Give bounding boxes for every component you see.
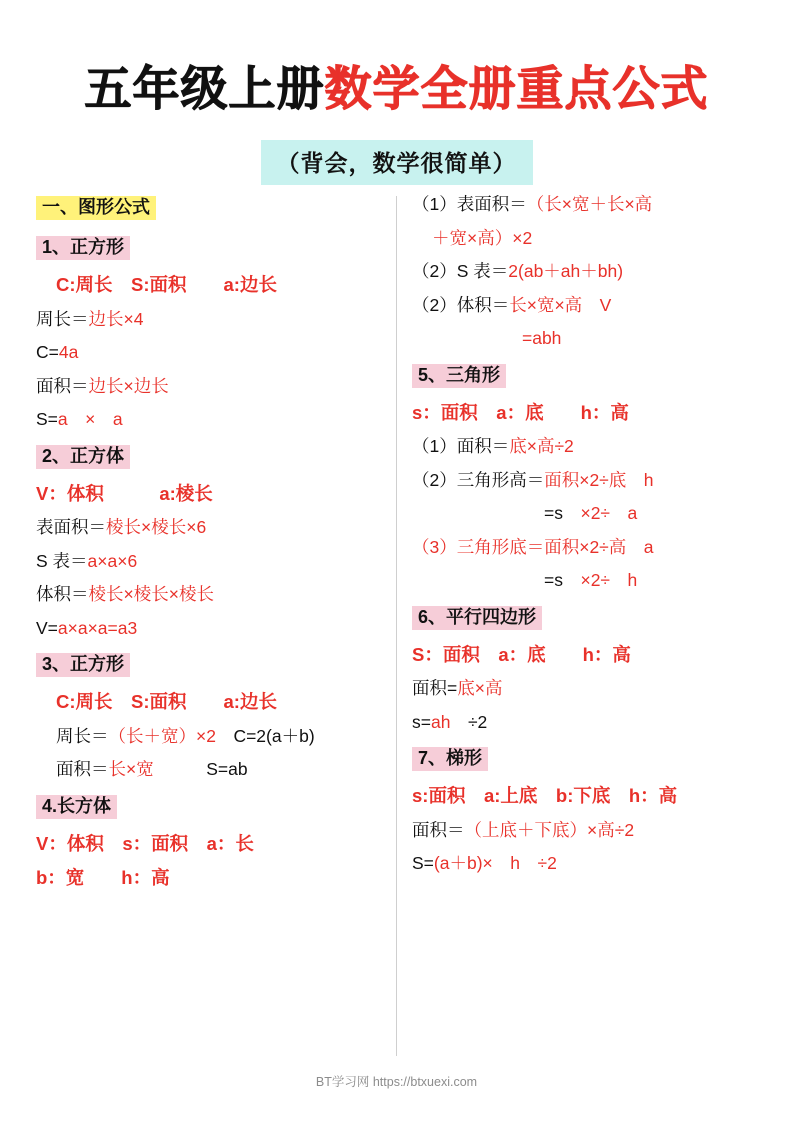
rectangle-perimeter-rhs: （长＋宽）×2 [108, 725, 216, 746]
page-title-red: 数学全册重点公式 [324, 62, 709, 117]
triangle-base-formula-rhs: ×2÷ h [562, 570, 638, 590]
triangle-height-formula-lhs: =s [544, 503, 563, 523]
cuboid-volume-rhs: 长×宽×高 V [509, 294, 612, 315]
cuboid-legend-2 [36, 869, 396, 888]
cuboid-volume-formula [412, 330, 772, 348]
rectangle-perimeter-lhs: 周长＝ [56, 725, 109, 746]
page-title [0, 52, 793, 119]
cube-volume-lhs: 体积＝ [36, 584, 89, 604]
trapezoid-area-lhs: 面积＝ [412, 819, 465, 840]
cube-surface-formula [36, 550, 396, 571]
cube-surface-formula-rhs: a×a×6 [87, 550, 138, 571]
column-divider [396, 196, 397, 1056]
triangle-base-rhs: 面积×2÷高 a [544, 536, 654, 557]
square-1-perimeter [36, 308, 396, 329]
square-1-perimeter-formula [36, 344, 396, 362]
cuboid-surface-2-text: ＋宽×高）×2 [432, 227, 533, 248]
heading-rectangle-label: 3、正方形 [36, 653, 130, 677]
trapezoid-area [412, 819, 772, 840]
section-heading-1 [36, 196, 396, 220]
heading-cuboid-label: 4.长方体 [36, 795, 117, 819]
heading-cube [36, 445, 396, 469]
triangle-base [412, 536, 772, 557]
cuboid-surface-lhs: （1）表面积＝ [412, 194, 527, 214]
trapezoid-area-formula-rhs: (a＋b)× h ÷2 [433, 853, 557, 873]
rectangle-area-rhs: 长×宽 [108, 759, 154, 779]
trapezoid-area-formula-lhs: S= [412, 853, 434, 873]
heading-square-1-label: 1、正方形 [36, 236, 130, 260]
cuboid-surface-2 [412, 227, 772, 248]
cube-surface-rhs: 棱长×棱长×6 [106, 517, 207, 537]
heading-cube-label: 2、正方体 [36, 445, 130, 469]
right-column [412, 196, 772, 889]
square-1-area-rhs: 边长×边长 [88, 375, 169, 396]
square-1-perimeter-rhs: 边长×4 [88, 308, 144, 329]
triangle-area-rhs: 底×高÷2 [509, 436, 574, 456]
square-1-legend-text: C:周长 S:面积 a:边长 [56, 274, 277, 295]
triangle-base-lhs: （3）三角形底＝ [412, 536, 545, 557]
heading-parallelogram [412, 606, 772, 630]
heading-square-1 [36, 236, 396, 260]
page-title-black: 五年级上册 [84, 62, 325, 117]
cube-volume [36, 586, 396, 604]
parallelogram-area-formula-tail: ÷2 [450, 711, 488, 732]
square-1-legend [36, 276, 396, 295]
parallelogram-area [412, 680, 772, 698]
trapezoid-area-rhs: （上底＋下底）×高÷2 [464, 819, 635, 840]
parallelogram-area-lhs: 面积= [412, 678, 458, 698]
cube-surface-lhs: 表面积＝ [36, 517, 106, 537]
parallelogram-area-rhs: 底×高 [457, 678, 503, 698]
square-1-perimeter-formula-lhs: C= [36, 342, 59, 362]
square-1-area [36, 375, 396, 396]
footer-watermark: BT学习网 https://btxuexi.com [315, 1075, 478, 1089]
cube-legend-text: V：体积 a:棱长 [36, 482, 213, 504]
parallelogram-legend-text: S：面积 a：底 h：高 [412, 643, 631, 665]
rectangle-area-lhs: 面积＝ [56, 759, 109, 779]
heading-triangle [412, 364, 772, 388]
triangle-height-formula [412, 505, 772, 523]
subtitle-badge: （背会，数学很简单） [261, 140, 533, 185]
triangle-base-formula [412, 572, 772, 590]
square-1-area-formula [36, 411, 396, 429]
trapezoid-legend-text: s:面积 a:上底 b:下底 h：高 [412, 785, 678, 806]
square-1-area-formula-lhs: S= [36, 409, 58, 429]
parallelogram-area-formula-lhs: s= [412, 711, 431, 732]
cuboid-surface-rhs: （长×宽＋长×高 [526, 194, 653, 214]
cuboid-legend-1-text: V：体积 s：面积 a：长 [36, 832, 254, 854]
cuboid-surface-formula-rhs: 2(ab＋ah＋bh) [508, 261, 624, 281]
cube-volume-formula [36, 617, 396, 638]
triangle-height [412, 469, 772, 490]
cuboid-surface [412, 196, 772, 214]
cube-volume-formula-lhs: V= [36, 617, 58, 638]
triangle-area-lhs: （1）面积＝ [412, 436, 510, 456]
left-column [36, 196, 396, 904]
triangle-legend [412, 401, 772, 423]
cuboid-volume-formula-rhs: =abh [522, 328, 562, 348]
square-1-area-lhs: 面积＝ [36, 375, 89, 396]
rectangle-legend-text: C:周长 S:面积 a:边长 [56, 691, 277, 712]
cube-volume-formula-rhs: a×a×a=a3 [57, 617, 138, 638]
triangle-area [412, 438, 772, 456]
cuboid-surface-formula [412, 263, 772, 281]
square-1-area-formula-rhs: a × a [57, 409, 123, 429]
parallelogram-area-formula [412, 711, 772, 732]
triangle-height-formula-rhs: ×2÷ a [562, 503, 638, 523]
parallelogram-area-formula-rhs: ah [430, 711, 451, 732]
cuboid-volume [412, 294, 772, 315]
cube-volume-rhs: 棱长×棱长×棱长 [88, 584, 214, 604]
heading-trapezoid [412, 747, 772, 771]
cuboid-legend-2-text: b：宽 h：高 [36, 867, 170, 888]
triangle-height-rhs: 面积×2÷底 h [544, 469, 654, 490]
cube-legend [36, 482, 396, 504]
triangle-height-lhs: （2）三角形高＝ [412, 469, 545, 490]
heading-parallelogram-label: 6、平行四边形 [412, 606, 542, 630]
triangle-legend-text: s：面积 a：底 h：高 [412, 401, 629, 423]
square-1-perimeter-formula-rhs: 4a [58, 342, 79, 362]
rectangle-area [36, 761, 396, 779]
heading-cuboid [36, 795, 396, 819]
triangle-base-formula-lhs: =s [544, 570, 563, 590]
trapezoid-legend [412, 787, 772, 806]
cube-surface [36, 519, 396, 537]
rectangle-area-tail: S=ab [153, 759, 248, 779]
cube-surface-formula-lhs: S 表＝ [36, 550, 88, 571]
cuboid-surface-formula-lhs: （2）S 表＝ [412, 261, 509, 281]
rectangle-perimeter [36, 725, 396, 746]
trapezoid-area-formula [412, 855, 772, 873]
square-1-perimeter-lhs: 周长＝ [36, 308, 89, 329]
heading-triangle-label: 5、三角形 [412, 364, 506, 388]
heading-trapezoid-label: 7、梯形 [412, 747, 488, 771]
parallelogram-legend [412, 643, 772, 665]
rectangle-legend [36, 693, 396, 712]
heading-rectangle [36, 653, 396, 677]
cuboid-legend-1 [36, 832, 396, 854]
cuboid-volume-lhs: （2）体积＝ [412, 294, 510, 315]
rectangle-perimeter-tail: C=2(a＋b) [215, 725, 315, 746]
subtitle-row [0, 140, 793, 185]
section-heading-1-label: 一、图形公式 [36, 196, 156, 220]
